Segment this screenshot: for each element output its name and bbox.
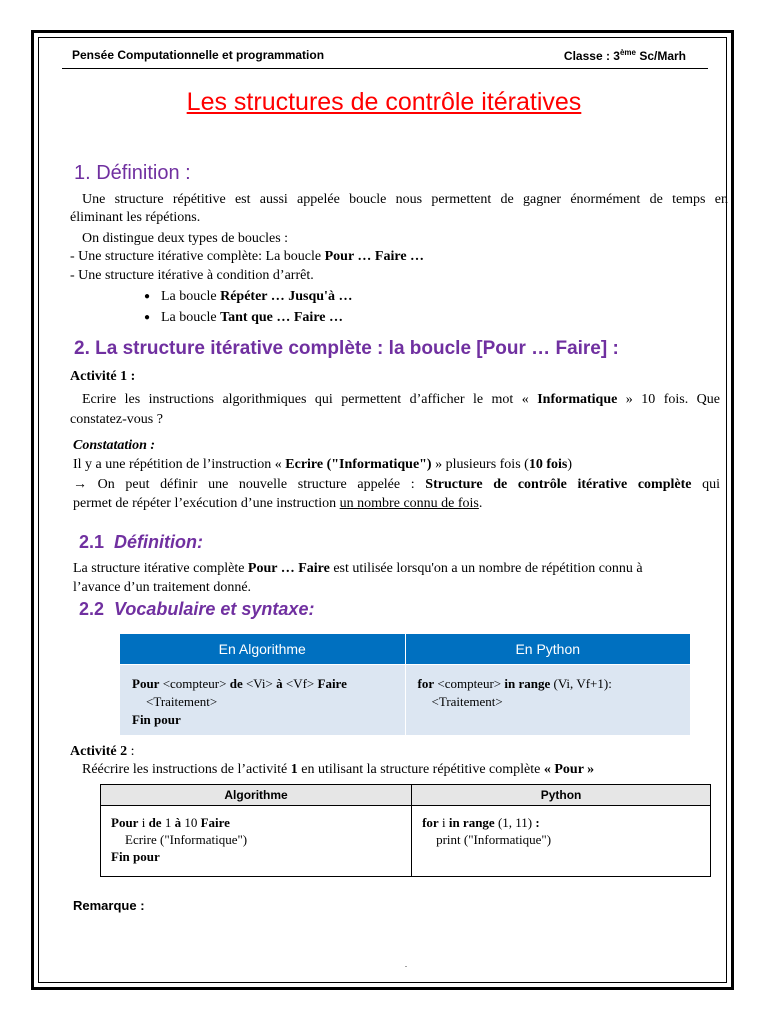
act2-python-cell: for i in range (1, 11) : print ("Informatique")	[412, 806, 711, 877]
activity-2-table	[100, 784, 711, 877]
section-1-heading: 1. Définition :	[74, 162, 191, 184]
syntax-col-python: En Python	[405, 634, 691, 665]
act2-col-python: Python	[412, 785, 711, 806]
section-2-1-heading: 2.1 Définition:	[79, 532, 204, 552]
s1-paragraph-1a: Une structure répétitive est aussi appelée boucle nous permettent de gagner énormément de temps en	[82, 192, 728, 207]
syntax-table	[119, 633, 691, 736]
activity-1-label: Activité 1 :	[70, 369, 136, 384]
section-2-heading: 2. La structure itérative complète : la boucle [Pour … Faire] :	[74, 338, 619, 359]
syntax-algo-cell: Pour <compteur> de <Vi> à <Vf> Faire <Traitement> Fin pour	[120, 665, 406, 736]
header-divider	[62, 68, 708, 69]
constatation-line-1: Il y a une répétition de l’instruction « Ecrire ("Informatique") » plusieurs fois (10 fois)	[73, 457, 572, 472]
s1-list-item-2: - Une structure itérative à condition d’arrêt.	[70, 268, 314, 283]
constatation-line-2: → On peut définir une nouvelle structure appelée : Structure de contrôle itérative complète qui	[73, 477, 720, 492]
footer-dot: .	[405, 960, 407, 969]
s21-paragraph-a: La structure itérative complète Pour … Faire est utilisée lorsqu'on a un nombre de répétition connu à	[73, 561, 643, 576]
section-2-2-heading: 2.2 Vocabulaire et syntaxe:	[79, 599, 315, 619]
s1-bullet-2: ● La boucle Tant que … Faire …	[161, 308, 343, 328]
activity-2-instruction: Réécrire les instructions de l’activité 1 en utilisant la structure répétitive complète « Pour »	[82, 762, 595, 777]
page-title: Les structures de contrôle itératives	[186, 88, 582, 116]
s1-list-item-1: - Une structure itérative complète: La boucle Pour … Faire …	[70, 249, 425, 264]
header-class: Classe : 3ème Sc/Marh	[563, 48, 686, 63]
syntax-col-algorithme: En Algorithme	[120, 634, 406, 665]
arrow-icon: →	[73, 477, 87, 492]
activity-2-label: Activité 2 :	[70, 744, 135, 759]
s21-paragraph-b: l’avance d’un traitement donné.	[73, 580, 252, 595]
header-subject: Pensée Computationnelle et programmation	[72, 48, 325, 62]
syntax-python-cell: for <compteur> in range (Vi, Vf+1): <Traitement>	[405, 665, 691, 736]
constatation-line-3: permet de répéter l’exécution d’une instruction un nombre connu de fois.	[73, 496, 483, 511]
s1-bullet-1: ● La boucle Répéter … Jusqu'à …	[161, 287, 352, 307]
act2-col-algorithme: Algorithme	[101, 785, 412, 806]
remarque-label: Remarque :	[73, 898, 145, 913]
act2-algo-cell: Pour i de 1 à 10 Faire Ecrire ("Informatique") Fin pour	[101, 806, 412, 877]
activity-1-line-1: Ecrire les instructions algorithmiques qui permettent d’afficher le mot « Informatique » 10 fois. Que	[82, 392, 721, 407]
s1-paragraph-1b: éliminant les répétions.	[70, 210, 201, 225]
constatation-label: Constatation :	[73, 438, 156, 453]
activity-1-line-2: constatez-vous ?	[70, 412, 163, 427]
s1-paragraph-2: On distingue deux types de boucles :	[82, 231, 289, 246]
